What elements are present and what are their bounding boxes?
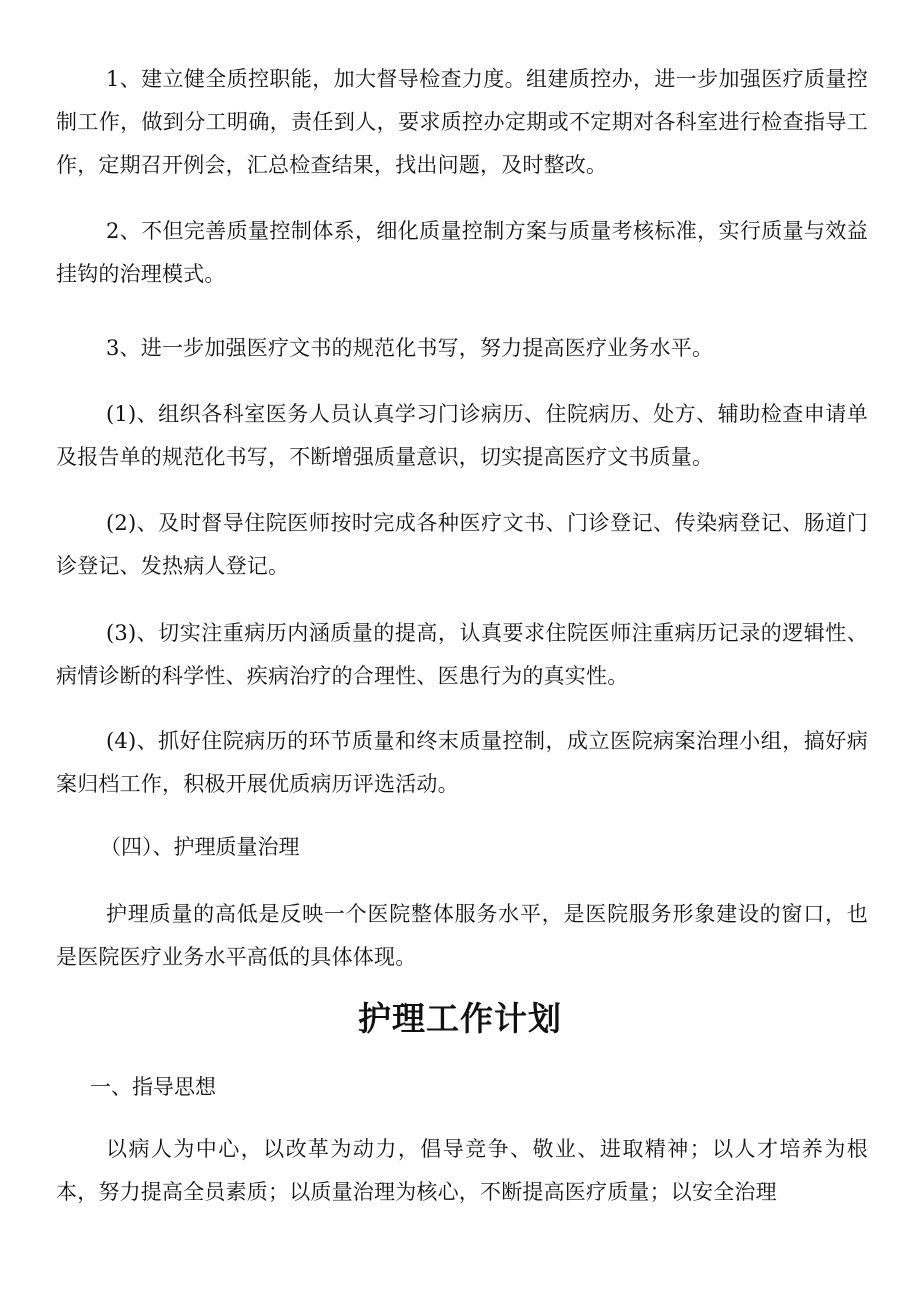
paragraph-medical-documents: 3、进一步加强医疗文书的规范化书写，努力提高医疗业务水平。 [106, 336, 714, 360]
page-title: 护理工作计划 [358, 999, 562, 1038]
paragraph-item-3: (3)、切实注重病历内涵质量的提高，认真要求住院医师注重病历记录的逻辑性、病情诊断的科学性、疾病治疗的合理性、医患行为的真实性。 [56, 621, 868, 688]
paragraph-guiding-thought: 以病人为中心，以改革为动力，倡导竞争、敬业、进取精神；以人才培养为根本，努力提高全员素质；以质量治理为核心，不断提高医疗质量；以安全治理 [56, 1137, 868, 1204]
paragraph-item-4: (4)、抓好住院病历的环节质量和终末质量控制，成立医院病案治理小组，搞好病案归档工作，积极开展优质病历评选活动。 [56, 729, 868, 796]
paragraph-item-2: (2)、及时督导住院医师按时完成各种医疗文书、门诊登记、传染病登记、肠道门诊登记、发热病人登记。 [56, 511, 868, 578]
paragraph-item-1: (1)、组织各科室医务人员认真学习门诊病历、住院病历、处方、辅助检查申请单及报告单的规范化书写，不断增强质量意识，切实提高医疗文书质量。 [56, 402, 868, 469]
subsection-heading-nursing-quality: （四）、护理质量治理 [100, 835, 300, 859]
paragraph-quality-control-system: 2、不但完善质量控制体系，细化质量控制方案与质量考核标准，实行质量与效益挂钩的治理模式。 [56, 219, 868, 286]
paragraph-quality-control-function: 1、建立健全质控职能，加大督导检查力度。组建质控办，进一步加强医疗质量控制工作，做到分工明确，责任到人，要求质控办定期或不定期对各科室进行检查指导工作，定期召开例会，汇总检查结果，找出问题，及时整改。 [56, 67, 868, 177]
paragraph-nursing-quality: 护理质量的高低是反映一个医院整体服务水平，是医院服务形象建设的窗口，也是医院医疗业务水平高低的具体体现。 [56, 902, 868, 969]
section-heading-guiding-thought: 一、指导思想 [90, 1075, 216, 1099]
